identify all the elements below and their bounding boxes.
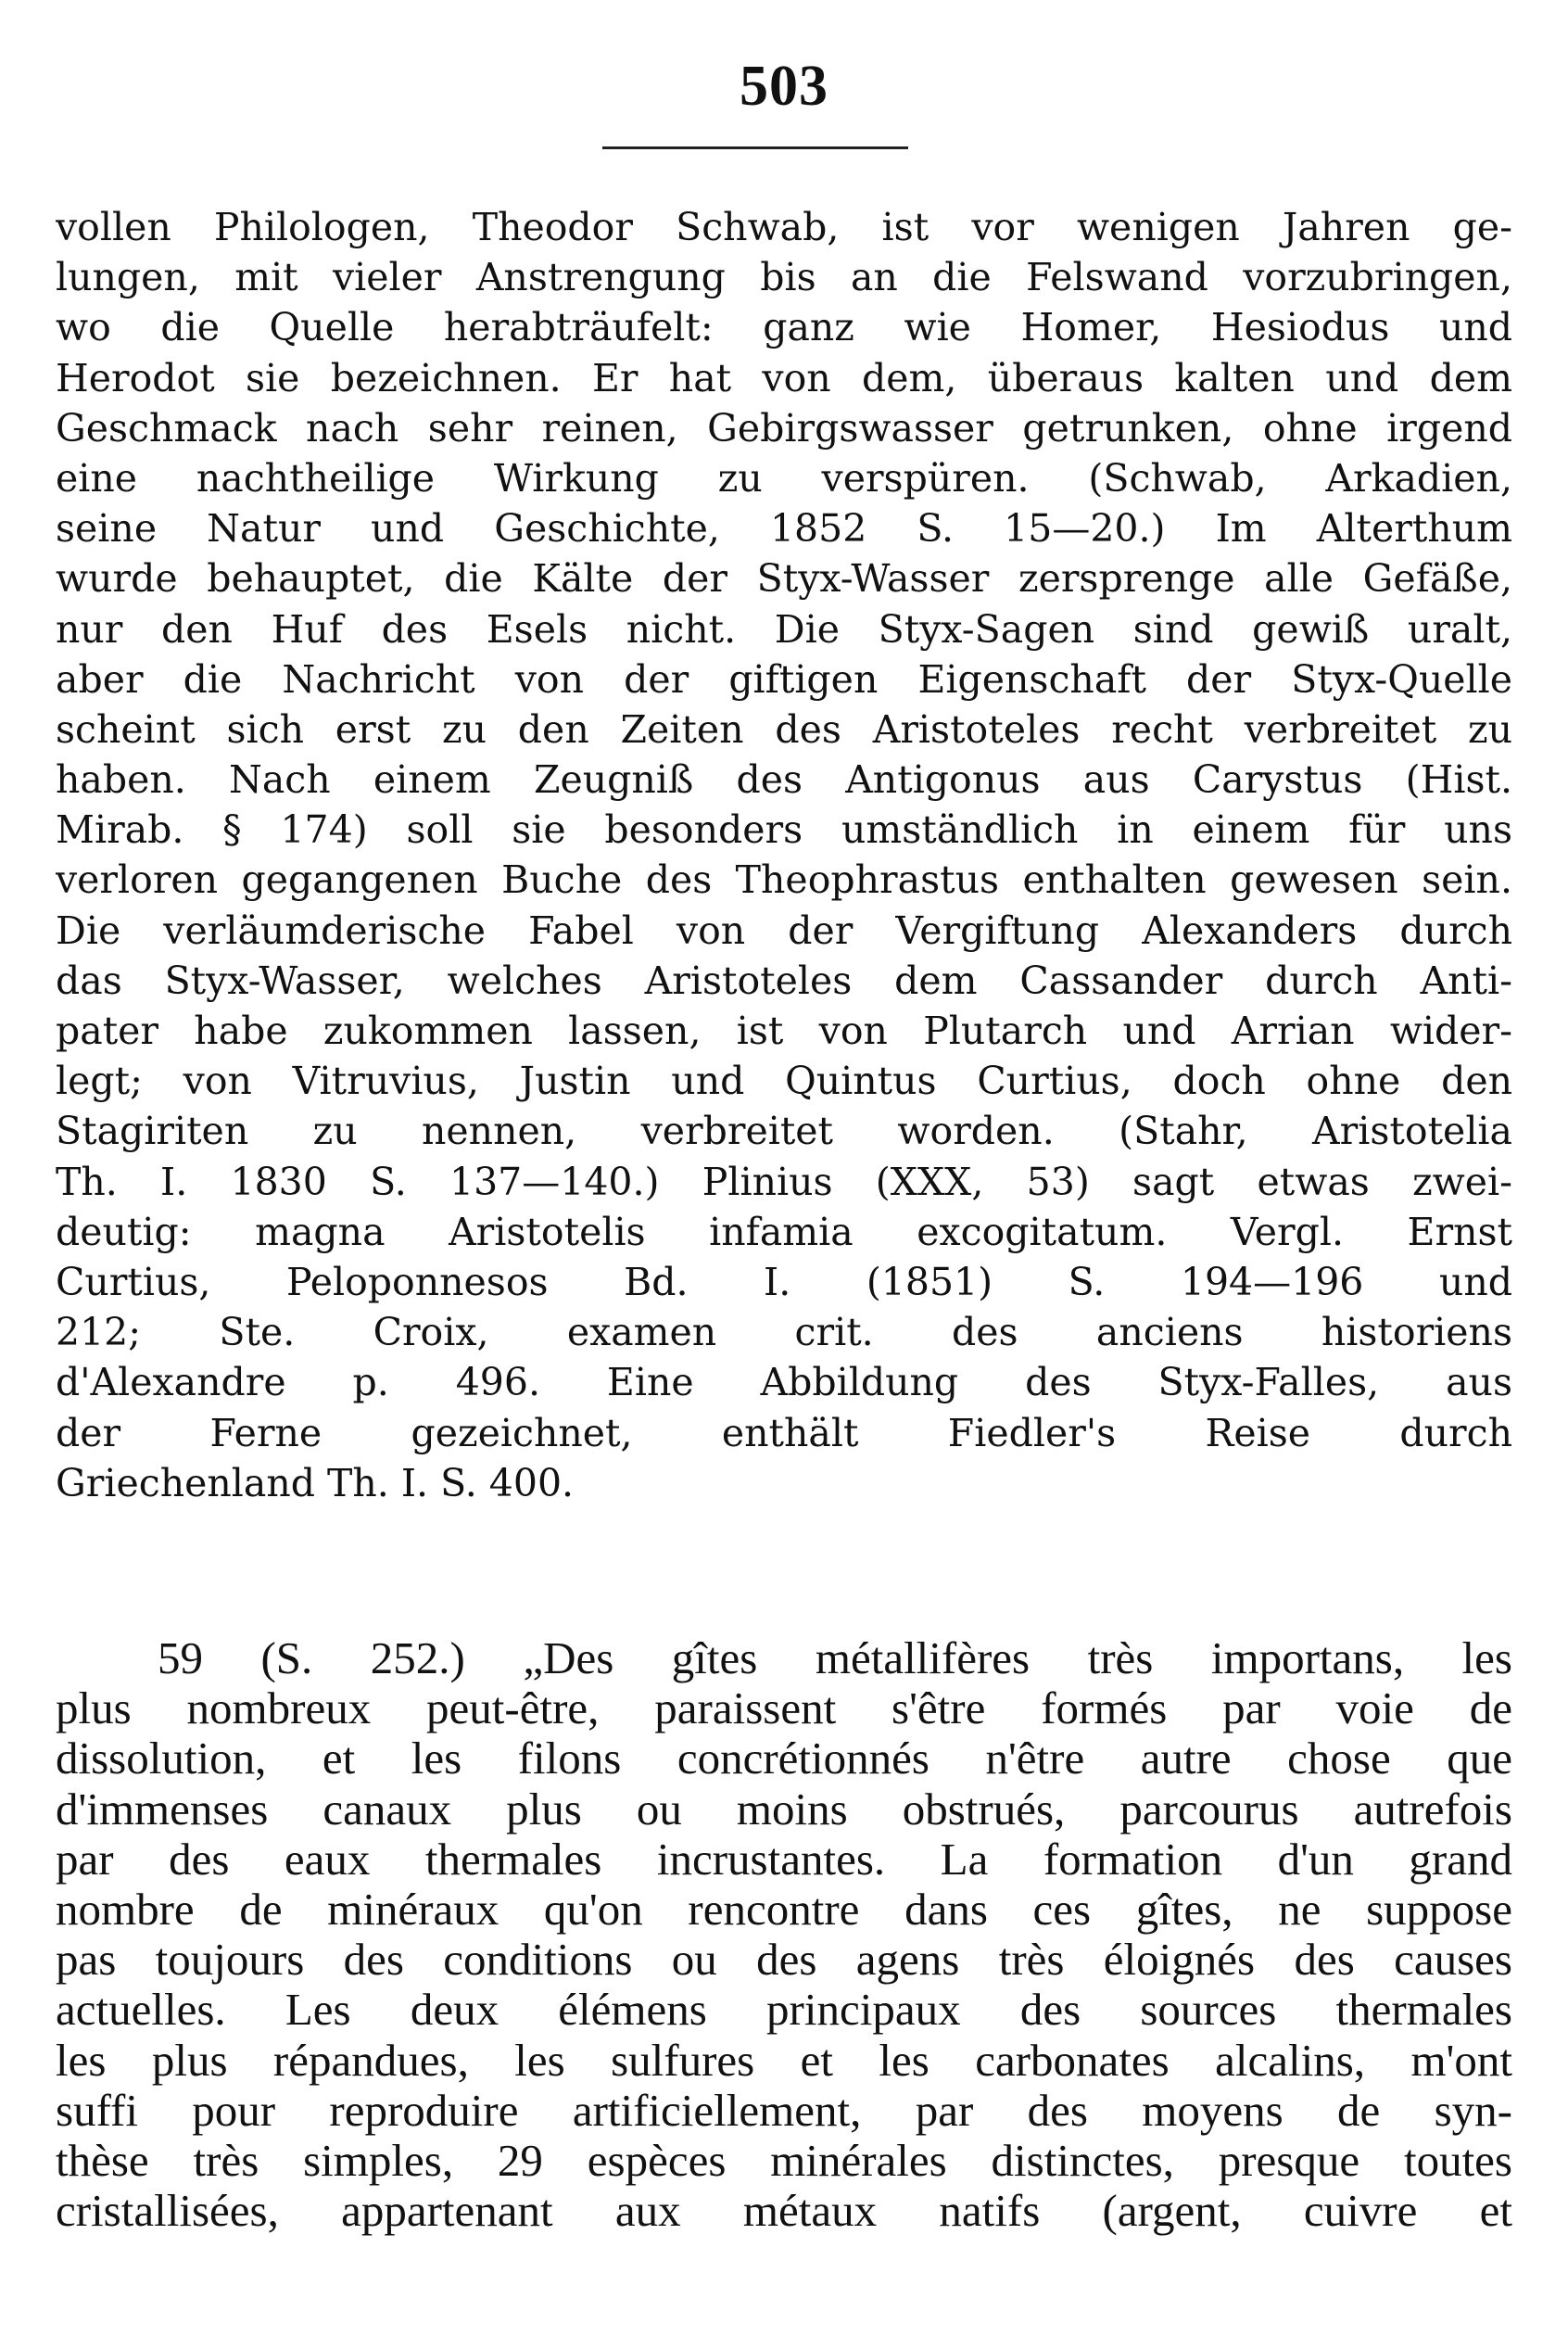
text-line: scheint sich erst zu den Zeiten des Aristoteles recht verbreitet zu	[56, 706, 1512, 752]
text-line: suffi pour reproduire artificiellement, par des moyens de syn-	[56, 2085, 1512, 2136]
text-line: Geschmack nach sehr reinen, Gebirgswasser getrunken, ohne irgend	[56, 405, 1512, 451]
text-line: verloren gegangenen Buche des Theophrastus enthalten gewesen sein.	[56, 857, 1512, 903]
footnote-59-line: 59 (S. 252.) „Des gîtes métallifères très importans, les	[158, 1633, 1512, 1683]
text-line: plus nombreux peut-être, paraissent s'être formés par voie de	[56, 1683, 1512, 1734]
text-line: der Ferne gezeichnet, enthält Fiedler's Reise durch	[56, 1410, 1512, 1455]
text-line: Die verläumderische Fabel von der Vergiftung Alexanders durch	[56, 908, 1512, 953]
text-line: das Styx-Wasser, welches Aristoteles dem Cassander durch Anti-	[56, 958, 1512, 1003]
text-line: 212; Ste. Croix, examen crit. des anciens historiens	[56, 1310, 1512, 1355]
text-line: seine Natur und Geschichte, 1852 S. 15—20.) Im Alterthum	[56, 506, 1512, 552]
text-line: Griechenland Th. I. S. 400.	[56, 1460, 575, 1505]
german-footnote-text	[56, 202, 1512, 1508]
text-line: aber die Nachricht von der giftigen Eigenschaft der Styx-Quelle	[56, 656, 1512, 702]
text-line: thèse très simples, 29 espèces minérales distinctes, presque toutes	[56, 2135, 1512, 2186]
text-line: les plus répandues, les sulfures et les carbonates alcalins, m'ont	[56, 2035, 1512, 2086]
text-line: d'Alexandre p. 496. Eine Abbildung des Styx-Falles, aus	[56, 1360, 1512, 1405]
page-number: 503	[740, 55, 828, 118]
text-line: d'immenses canaux plus ou moins obstrués, parcourus autrefois	[56, 1784, 1512, 1835]
text-line: pater habe zukommen lassen, ist von Plutarch und Arrian wider-	[56, 1009, 1512, 1053]
text-line: Curtius, Peloponnesos Bd. I. (1851) S. 194—196 und	[56, 1259, 1512, 1304]
text-line: Mirab. § 174) soll sie besonders umständlich in einem für uns	[56, 807, 1512, 853]
text-line: actuelles. Les deux élémens principaux des sources thermales	[56, 1985, 1512, 2036]
text-line: nombre de minéraux qu'on rencontre dans ces gîtes, ne suppose	[56, 1884, 1512, 1935]
text-line: par des eaux thermales incrustantes. La formation d'un grand	[56, 1834, 1512, 1885]
text-line: legt; von Vitruvius, Justin und Quintus Curtius, doch ohne den	[56, 1059, 1512, 1104]
text-line: wurde behauptet, die Kälte der Styx-Wasser zersprenge alle Gefäße,	[56, 556, 1512, 602]
header-rule	[602, 146, 908, 149]
text-line: lungen, mit vieler Anstrengung bis an die Felswand vorzubringen,	[56, 255, 1512, 300]
text-line: vollen Philologen, Theodor Schwab, ist vor wenigen Jahren ge-	[56, 205, 1512, 249]
text-line: deutig: magna Aristotelis infamia excogitatum. Vergl. Ernst	[56, 1209, 1512, 1254]
text-line: pas toujours des conditions ou des agens très éloignés des causes	[56, 1935, 1512, 1986]
text-line: Stagiriten zu nennen, verbreitet worden. (Stahr, Aristotelia	[56, 1109, 1512, 1154]
french-footnote-text	[56, 1633, 1512, 2236]
text-line: eine nachtheilige Wirkung zu verspüren. (Schwab, Arkadien,	[56, 455, 1512, 501]
text-line: nur den Huf des Esels nicht. Die Styx-Sagen sind gewiß uralt,	[56, 606, 1512, 652]
text-line: wo die Quelle herabträufelt: ganz wie Homer, Hesiodus und	[56, 305, 1512, 350]
text-line: Herodot sie bezeichnen. Er hat von dem, überaus kalten und dem	[56, 355, 1512, 400]
text-line: haben. Nach einem Zeugniß des Antigonus aus Carystus (Hist.	[56, 757, 1512, 803]
text-line: cristallisées, appartenant aux métaux natifs (argent, cuivre et	[56, 2186, 1512, 2237]
text-line: Th. I. 1830 S. 137—140.) Plinius (XXX, 53) sagt etwas zwei-	[56, 1159, 1512, 1204]
text-line: dissolution, et les filons concrétionnés n'être autre chose que	[56, 1733, 1512, 1784]
